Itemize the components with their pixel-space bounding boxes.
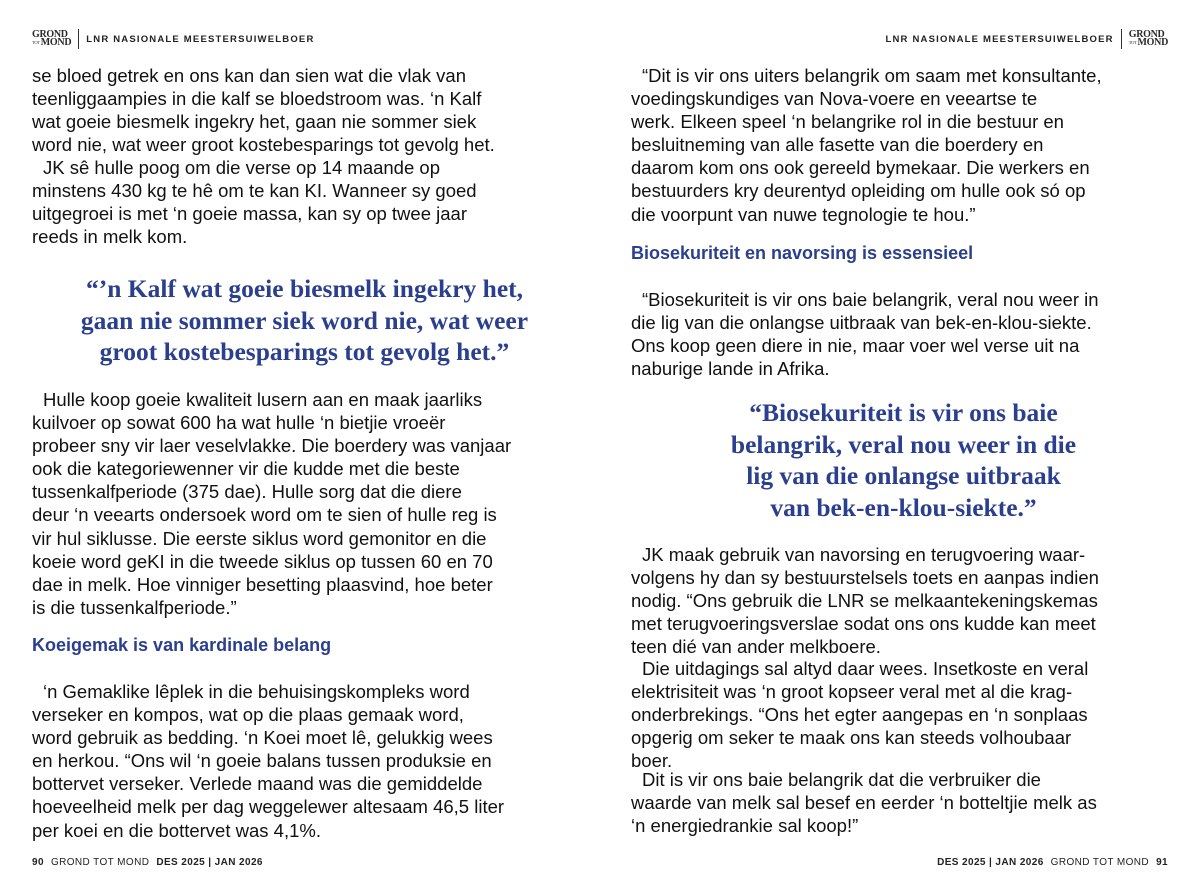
text-line: lig van die onlangse uitbraak [746, 461, 1061, 490]
issue-date: DES 2025 | JAN 2026 [937, 857, 1044, 868]
magazine-name: GROND TOT MOND [50, 857, 150, 868]
text-line: volgens hy dan sy bestuurstelsels toets en aanpas indien [631, 567, 1099, 589]
body-paragraph [631, 288, 1176, 380]
grond-tot-mond-logo: GROND TOT MOND [32, 28, 72, 48]
text-line: probeer sny vir laer veselvlakke. Die boerdery was vanjaar [32, 435, 512, 457]
text-line: uitgegroei is met ‘n goeie massa, kan sy op twee jaar [32, 203, 467, 225]
subheading: Biosekuriteit en navorsing is essensieel [631, 243, 974, 263]
text-line: reeds in melk kom. [32, 226, 188, 248]
grond-tot-mond-logo: GROND TOT MOND [1128, 28, 1168, 48]
text-line: “’n Kalf wat goeie biesmelk ingekry het, [86, 274, 523, 303]
text-line: word gebruik as bedding. ‘n Koei moet lê, gelukkig wees [32, 727, 493, 749]
text-line: die voorpunt van nuwe tegnologie te hou.” [631, 203, 976, 225]
header-divider [78, 29, 79, 49]
text-line: waarde van melk sal besef en eerder ‘n botteltjie melk as [631, 792, 1097, 814]
text-line: werk. Elkeen speel ‘n belangrike rol in die bestuur en [631, 111, 1064, 133]
text-line: groot kostebesparings tot gevolg het.” [99, 337, 510, 366]
text-line: opgerig om seker te maak ons kan steeds volhoubaar [631, 727, 1072, 749]
text-line: JK sê hulle poog om die verse op 14 maande op [43, 157, 440, 178]
body-paragraph [32, 680, 577, 842]
text-line: ook die kategoriewenner vir die kudde met die beste [32, 458, 460, 480]
text-line: “Biosekuriteit is vir ons baie belangrik, veral nou weer in [642, 289, 1099, 310]
text-line: voedingskundiges van Nova-voere en veeartse te [631, 88, 1038, 110]
text-line: teen dié van ander melkboere. [631, 636, 881, 658]
page-header-left [32, 29, 315, 49]
text-line: daarom kom ons ook gereeld bymekaar. Die werkers en [631, 157, 1090, 179]
text-line: ‘n Gemaklike lêplek in die behuisingskompleks word [43, 681, 470, 702]
text-line: belangrik, veral nou weer in die [730, 429, 1077, 459]
text-line: koeie word geKI in die tweede siklus op tussen 60 en 70 [32, 550, 493, 572]
body-paragraph [631, 768, 1176, 837]
pull-quote [631, 397, 1176, 523]
magazine-name: GROND TOT MOND [1050, 857, 1150, 868]
section-title: LNR NASIONALE MEESTERSUIWELBOER [86, 33, 315, 45]
page-number: 90 [32, 857, 44, 868]
text-line: ‘n energiedrankie sal koop!” [631, 815, 859, 837]
page-footer-right [937, 857, 1168, 868]
subheading: Koeigemak is van kardinale belang [32, 635, 332, 655]
text-line: word nie, wat weer groot kostebesparings tot gevolg het. [32, 134, 495, 156]
body-paragraph [631, 543, 1176, 658]
text-line: Dit is vir ons baie belangrik dat die verbruiker die [642, 769, 1041, 790]
text-line: nodig. “Ons gebruik die LNR se melkaantekeningskemas [631, 590, 1098, 612]
text-line: tussenkalfperiode (375 dae). Hulle sorg dat die diere [32, 481, 462, 503]
text-line: van bek-en-klou-siekte.” [770, 492, 1037, 522]
text-line: se bloed getrek en ons kan dan sien wat die vlak van [32, 65, 467, 86]
body-paragraph [32, 388, 577, 619]
text-line: wat goeie biesmelk ingekry het, gaan nie sommer siek [32, 111, 477, 133]
pull-quote [32, 273, 577, 368]
text-line: per koei en die bottervet was 4,1%. [32, 819, 321, 841]
text-line: bestuurders kry deurentyd opleiding om hulle ook só op [631, 180, 1086, 202]
text-line: “Dit is vir ons uiters belangrik om saam met konsultante, [642, 65, 1102, 86]
text-line: dae in melk. Hoe vinniger besetting plaasvind, hoe beter [32, 573, 493, 595]
text-line: die lig van die onlangse uitbraak van bek-en-klou-siekte. [631, 312, 1092, 334]
text-line: JK maak gebruik van navorsing en terugvoering waar- [642, 544, 1086, 565]
body-paragraph [631, 657, 1176, 772]
text-line: vir hul siklusse. Die eerste siklus word gemonitor en die [32, 527, 487, 549]
text-line: deur ‘n veearts ondersoek word om te sien of hulle reg is [32, 504, 497, 526]
page-number: 91 [1156, 857, 1168, 868]
text-line: hoeveelheid melk per dag weggelewer altesaam 46,5 liter [32, 796, 505, 818]
text-line: is die tussenkalfperiode.” [32, 596, 237, 618]
text-line: Hulle koop goeie kwaliteit lusern aan en maak jaarliks [43, 389, 483, 410]
text-line: naburige lande in Afrika. [631, 358, 830, 380]
text-line: met terugvoeringsverslae sodat ons ons kudde kan meet [631, 613, 1096, 635]
text-line: en herkou. “Ons wil ‘n goeie balans tussen produksie en [32, 750, 492, 772]
section-title: LNR NASIONALE MEESTERSUIWELBOER [885, 33, 1114, 45]
text-line: teenliggaampies in die kalf se bloedstroom was. ‘n Kalf [32, 88, 482, 110]
text-line: “Biosekuriteit is vir ons baie [749, 398, 1058, 427]
right-page [600, 0, 1200, 879]
body-paragraph [32, 64, 577, 156]
text-line: gaan nie sommer siek word nie, wat weer [80, 305, 529, 335]
page-header-right [885, 29, 1168, 49]
header-divider [1121, 29, 1122, 49]
body-paragraph [631, 64, 1176, 226]
text-line: Ons koop geen diere in nie, maar voer wel verse uit na [631, 335, 1080, 357]
text-line: boer. [631, 750, 673, 772]
text-line: Die uitdagings sal altyd daar wees. Insetkoste en veral [642, 658, 1089, 679]
body-paragraph [32, 156, 577, 248]
text-line: onderbrekings. “Ons het egter aangepas en ‘n sonplaas [631, 704, 1088, 726]
page-footer-left [32, 857, 263, 868]
text-line: kuilvoer op sowat 600 ha wat hulle ‘n bietjie vroeër [32, 412, 446, 434]
text-line: minstens 430 kg te hê om te kan KI. Wanneer sy goed [32, 180, 477, 202]
text-line: elektrisiteit was ‘n groot kopseer veral met al die krag- [631, 681, 1073, 703]
text-line: besluitneming van alle fasette van die boerdery en [631, 134, 1044, 156]
text-line: bottervet verseker. Verlede maand was die gemiddelde [32, 773, 483, 795]
issue-date: DES 2025 | JAN 2026 [156, 857, 263, 868]
text-line: verseker en kompos, wat op die plaas gemaak word, [32, 704, 464, 726]
